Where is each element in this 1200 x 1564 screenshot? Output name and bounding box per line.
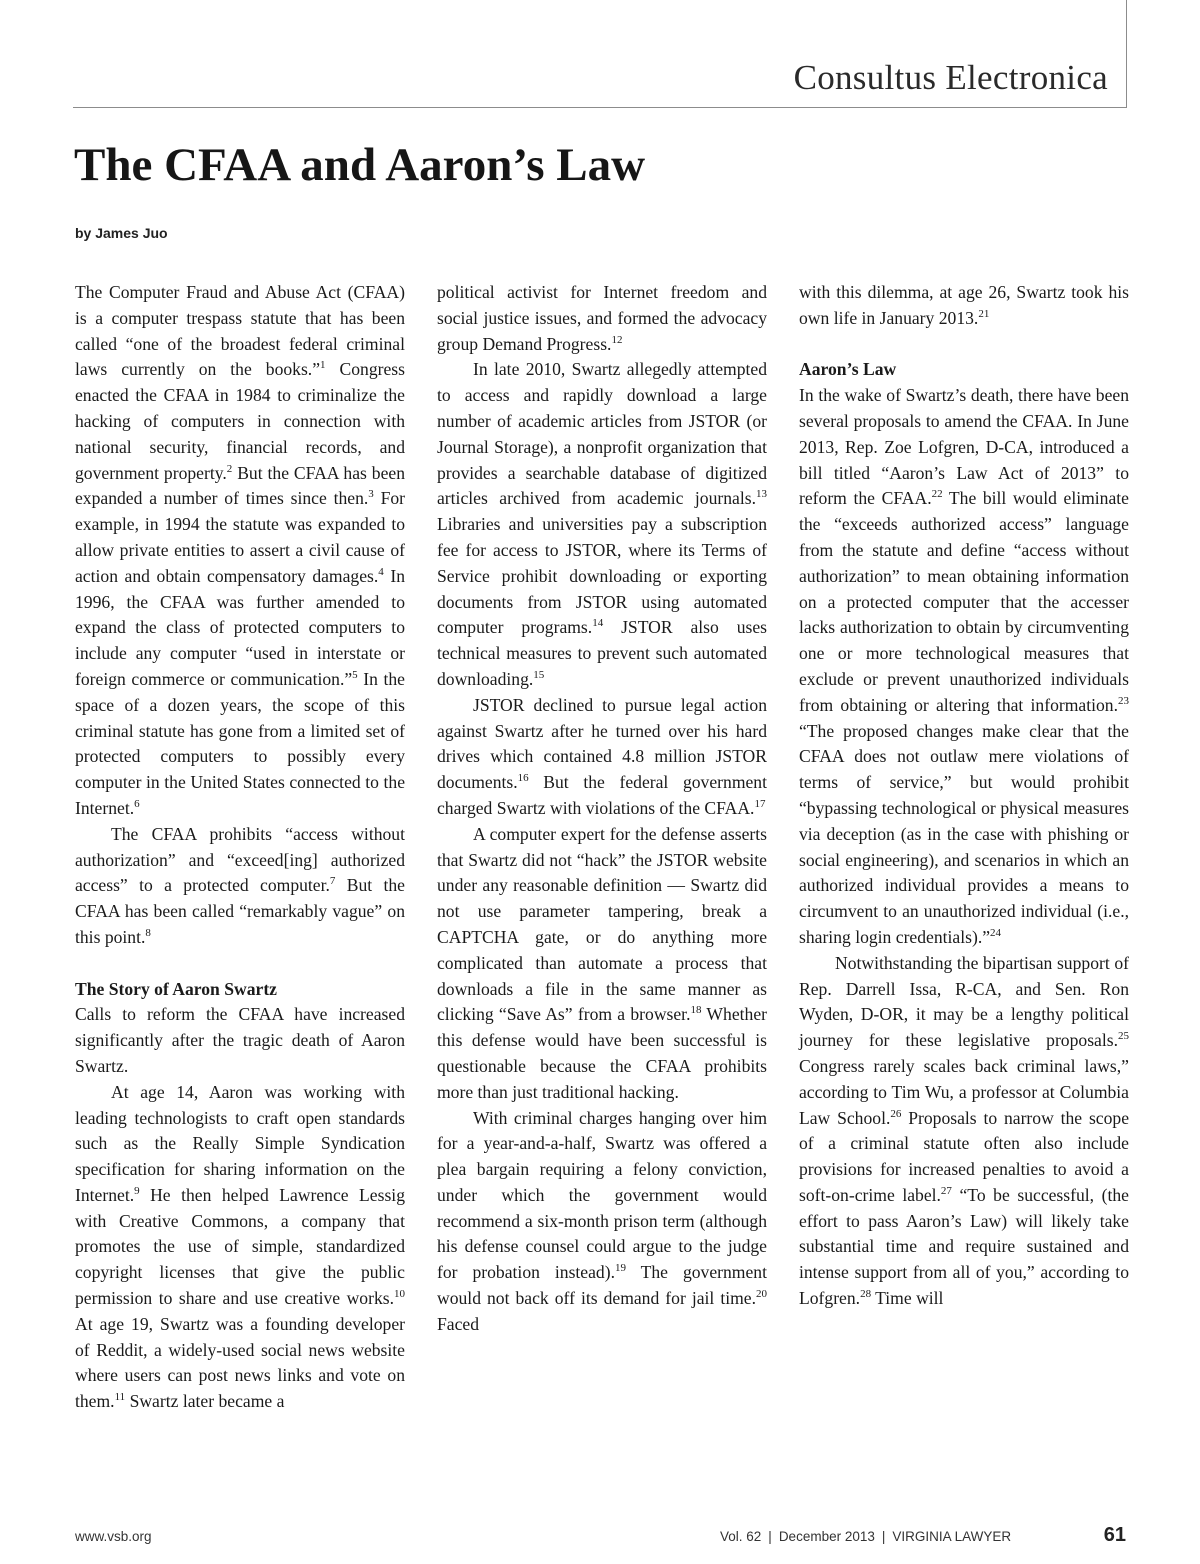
paragraph: The Computer Fraud and Abuse Act (CFAA) is a computer trespass statute that has been called “one of the broadest federal criminal laws currently on the books.”$^1$ Congress enacted the CFAA in 1984 to criminalize the hacking of computers in connection with national security, financial records, and government property.$^2$ But the CFAA has been expanded a number of times since then.$^3$ For example, in 1994 the statute was expanded to allow private entities to assert a civil cause of action and obtain compensatory damages.$^4$ In 1996, the CFAA was further amended to expand the class of protected computers to include any computer “used in interstate or foreign commerce or communication.”$^5$ In the space of a dozen years, the scope of this criminal statute has gone from a limited set of protected computers to possibly every computer in the United States connected to the Internet.$^6$ (75, 282, 406, 818)
column-1 (75, 280, 405, 1415)
footnote-ref: 15 (533, 669, 545, 682)
footnote-ref: 27 (940, 1185, 952, 1198)
footnote-ref: 5 (352, 669, 358, 682)
footnote-ref: 13 (756, 488, 767, 501)
section-name: Consultus Electronica (793, 58, 1108, 97)
footnote-ref: 25 (1118, 1030, 1129, 1043)
footnote-ref: 26 (890, 1107, 902, 1120)
footnote-ref: 4 (378, 565, 384, 578)
paragraph: with this dilemma, at age 26, Swartz took his own life in January 2013.21 (799, 282, 1129, 328)
spacer (75, 951, 405, 977)
article-title: The CFAA and Aaron’s Law (74, 139, 646, 191)
section-heading: The Story of Aaron Swartz (75, 978, 277, 999)
footnote-ref: 20 (756, 1288, 767, 1301)
footnote-ref: 22 (931, 488, 943, 501)
footnote-ref: 9 (134, 1185, 140, 1198)
footer-publication: VIRGINIA LAWYER (892, 1529, 1012, 1544)
paragraph: At age 14, Aaron was working with leading technologists to craft open standards such as the Really Simple Syndication specification for sharing information on the Internet.$^9$ He then helped Lawrence Lessig with Creative Commons, a company that promotes the use of simple, standardized copyright licenses that give the public permission to share and use creative works.$^{10}$ At age 19, Swartz was a founding developer of Reddit, a widely-used social news website where users can post news links and vote on them.$^{11}$ Swartz later became a (75, 1081, 405, 1412)
footnote-ref: 24 (990, 927, 1002, 940)
footnote-ref: 6 (134, 798, 140, 811)
header-vertical-rule (1126, 0, 1127, 108)
paragraph: The CFAA prohibits “access without authorization” and “exceed[ing] authorized access” to a protected computer.$^7$ But the CFAA has been called “remarkably vague” on this point.$^8$ (75, 823, 405, 947)
paragraph: With criminal charges hanging over him for a year-and-a-half, Swartz was offered a plea bargain requiring a felony conviction, under which the government would recommend a six-month prison term (although his defense counsel could argue to the judge for probation instead).$^{19}$ The government would not back off its demand for jail time.$^{20}$ Faced (437, 1107, 767, 1334)
paragraph: In the wake of Swartz’s death, there have been several proposals to amend the CFAA. In June 2013, Rep. Zoe Lofgren, D-CA, introduced a bill titled “Aaron’s Law Act of 2013” to reform the CFAA.$^{22}$ The bill would eliminate the “exceeds authorized access” language from the statute and define “access without authorization” to mean obtaining information on a protected computer that the accesser lacks authorization to obtain by circumventing one or more technological measures that exclude or prevent unauthorized individuals from obtaining or altering that information.$^{23}$ “The proposed changes make clear that the CFAA does not outlaw mere violations of terms of service,” but would prohibit “bypassing technological or physical measures via deception (as in the case with phishing or social engineering), and scenarios in which an authorized individual provides a means to circumvent to an unauthorized individual (i.e., sharing login credentials).”$^{24}$ (799, 385, 1129, 947)
footnote-ref: 16 (517, 772, 529, 785)
paragraph: In late 2010, Swartz allegedly attempted to access and rapidly download a large number of academic articles from JSTOR (or Journal Storage), a nonprofit organization that provides a searchable database of digitized articles archived from academic journals.$^{13}$ Libraries and universities pay a subscription fee for access to JSTOR, where its Terms of Service prohibit downloading or exporting documents from JSTOR using automated computer programs.$^{14}$ JSTOR also uses technical measures to prevent such automated downloading.$^{15}$ (437, 359, 768, 689)
footnote-ref: 17 (754, 798, 766, 811)
column-2 (437, 280, 767, 1338)
footer-website: www.vsb.org (75, 1529, 152, 1544)
header-horizontal-rule (73, 107, 1127, 108)
article-byline: by James Juo (75, 225, 168, 241)
paragraph: political activist for Internet freedom and social justice issues, and formed the advocacy group Demand Progress.$^{12}$ (437, 282, 767, 354)
footer-volume: Vol. 62 (720, 1529, 762, 1544)
footnote-ref: 11 (114, 1391, 126, 1404)
footnote-ref: 23 (1118, 694, 1129, 707)
footnote-ref: 19 (614, 1262, 626, 1275)
paragraph: A computer expert for the defense asserts that Swartz did not “hack” the JSTOR website under any reasonable definition — Swartz did not use parameter tampering, break a CAPTCHA gate, or do anything more complicated than automate a process that downloads a file in the same manner as clicking “Save As” from a browser.$^{18}$ Whether this defense would have been successful is questionable because the CFAA prohibits more than just traditional hacking. (437, 823, 767, 1102)
column-3 (799, 280, 1129, 1312)
footnote-ref: 14 (592, 617, 604, 630)
paragraph: Notwithstanding the bipartisan support of Rep. Darrell Issa, R-CA, and Sen. Ron Wyden, D-OR, it may be a lengthy political journey for these legislative proposals.$^{25}$ Congress rarely scales back criminal laws,” according to Tim Wu, a professor at Columbia Law School.$^{26}$ Proposals to narrow the scope of a criminal statute often also include provisions for increased penalties to avoid a soft-on-crime label.$^{27}$ “To be successful, (the effort to pass Aaron’s Law) will likely take substantial time and require sustained and intense support from all of you,” according to Lofgren.$^{28}$ Time will (799, 952, 1130, 1309)
footnote-ref: 2 (226, 462, 233, 475)
footnote-ref: 8 (145, 927, 151, 940)
paragraph: JSTOR declined to pursue legal action against Swartz after he turned over his hard drives which contained 4.8 million JSTOR documents.$^{16}$ But the federal government charged Swartz with violations of the CFAA.$^{17}$ (437, 694, 767, 818)
footnote-ref: 3 (368, 488, 374, 501)
spacer (799, 332, 1129, 358)
footnote-ref: 7 (329, 875, 336, 888)
footnote-ref: 10 (394, 1288, 405, 1301)
footnote-ref: 1 (320, 359, 326, 372)
footer-separator: | (881, 1529, 886, 1544)
footnote-ref: 21 (978, 307, 990, 320)
footer-separator: | (768, 1529, 772, 1544)
footnote-ref: 18 (690, 1004, 702, 1017)
footnote-ref: 12 (611, 333, 623, 346)
footer-issue-date: December 2013 (778, 1529, 875, 1544)
footnote-ref: 28 (860, 1288, 872, 1301)
page-number: 61 (1103, 1524, 1126, 1546)
footer-publication-info (720, 1529, 1011, 1544)
paragraph: Calls to reform the CFAA have increased significantly after the tragic death of Aaron Swartz. (75, 1004, 405, 1076)
section-heading: Aaron’s Law (799, 359, 897, 380)
